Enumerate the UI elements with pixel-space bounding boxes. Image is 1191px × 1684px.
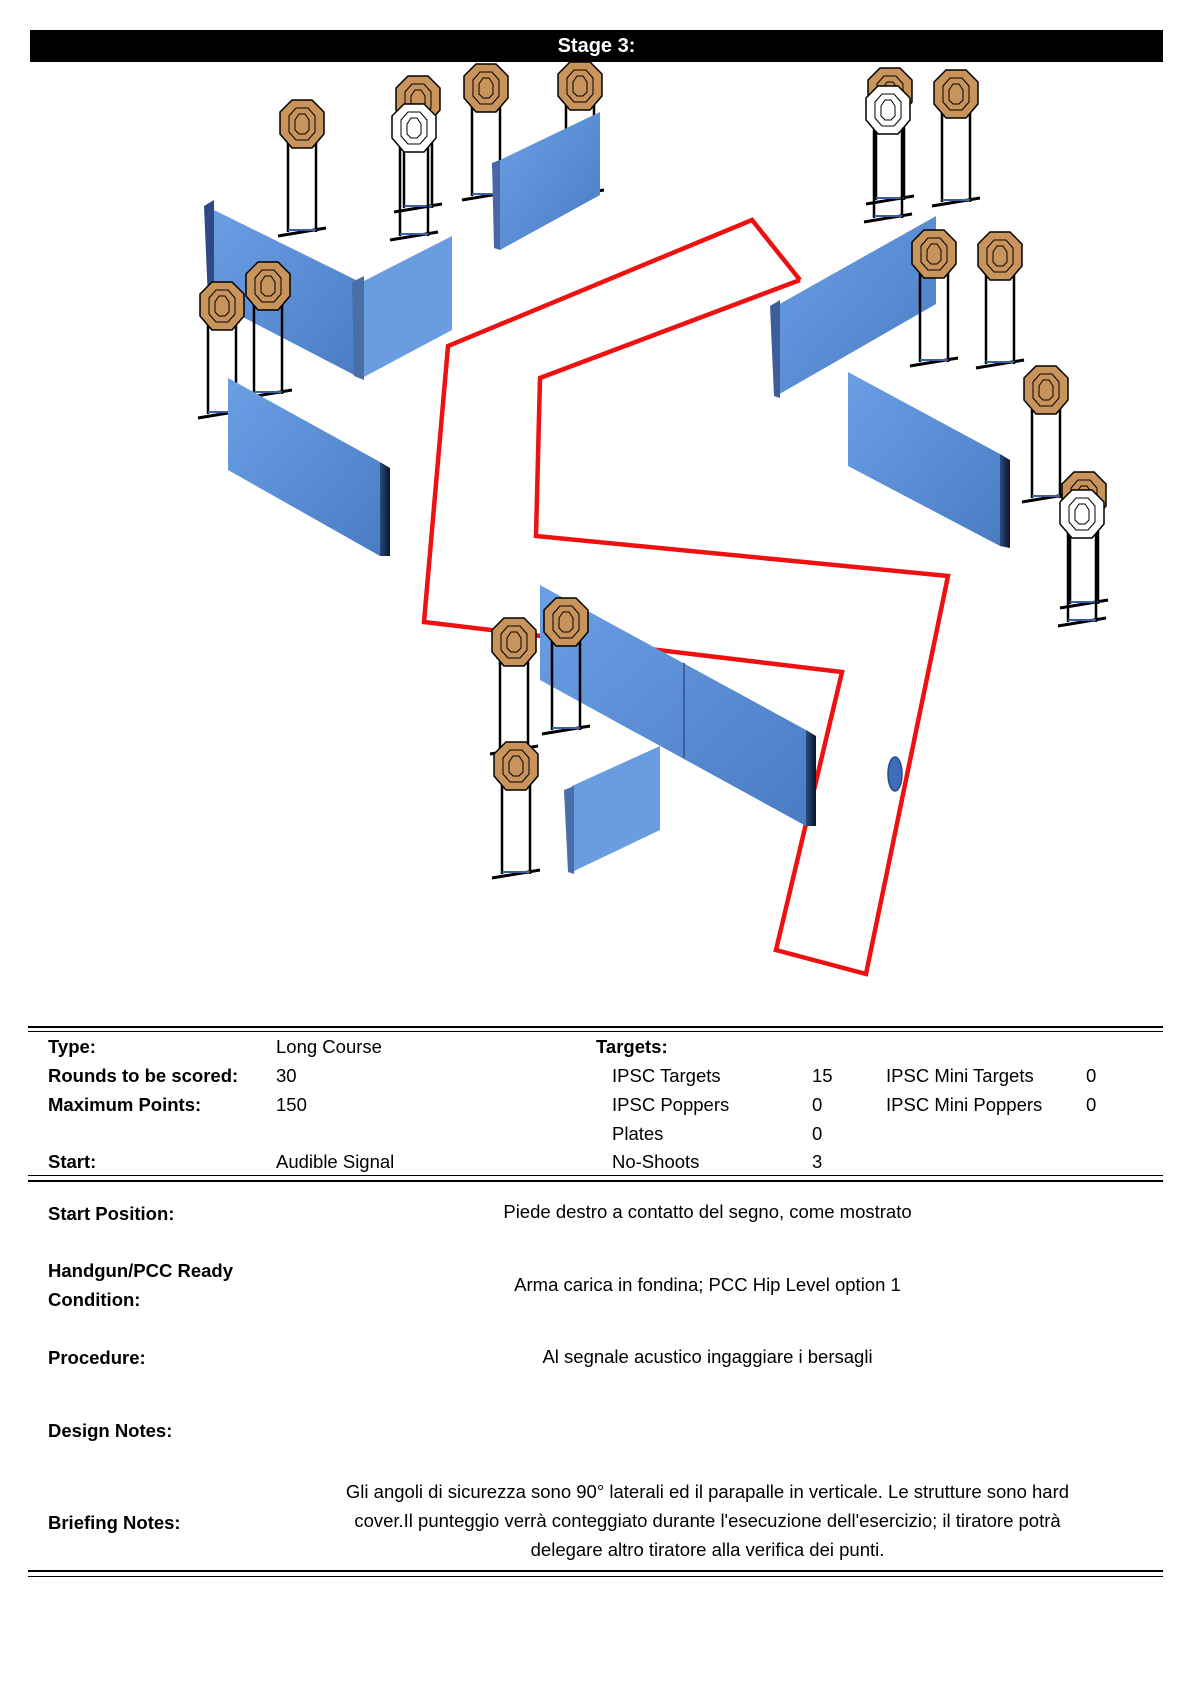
briefing-notes-line2: cover.Il punteggio verrà conteggiato durante l'esecuzione dell'esercizio; il tiratore potrà — [354, 1510, 1061, 1531]
ipsc-target — [490, 618, 538, 754]
start-value: Audible Signal — [276, 1151, 395, 1172]
barricade-wall — [572, 746, 660, 872]
start-position-label: Start Position: — [48, 1203, 175, 1224]
plates-value: 0 — [812, 1123, 823, 1144]
ipsc-targets-value: 15 — [812, 1065, 833, 1086]
ipsc-target — [1022, 366, 1070, 502]
ipsc-target — [932, 70, 980, 206]
procedure-value: Al segnale acustico ingaggiare i bersagli — [542, 1346, 873, 1367]
barricade-wall — [848, 372, 1000, 546]
ipsc-target — [976, 232, 1024, 368]
plates-label: Plates — [612, 1123, 664, 1144]
ready-condition-value: Arma carica in fondina; PCC Hip Level option 1 — [514, 1274, 901, 1295]
stage-title: Stage 3: — [30, 30, 1163, 62]
briefing-notes-line3: delegare altro tiratore alla verifica dei punti. — [530, 1539, 885, 1560]
ready-condition-label-line1: Handgun/PCC Ready — [48, 1260, 234, 1281]
ipsc-target — [492, 742, 540, 878]
barricade-wall — [500, 112, 600, 250]
mini-poppers-value: 0 — [1086, 1094, 1097, 1115]
briefing-notes-line1: Gli angoli di sicurezza sono 90° laterali ed il parapalle in verticale. Le strutture sono hard — [345, 1481, 1070, 1502]
max-points-label: Maximum Points: — [48, 1094, 202, 1115]
barricade-wall — [362, 236, 452, 378]
design-notes-label: Design Notes: — [48, 1420, 173, 1441]
no-shoots-value: 3 — [812, 1151, 823, 1172]
procedure-label: Procedure: — [48, 1347, 146, 1368]
ready-condition-label-line2: Condition: — [48, 1289, 141, 1310]
mini-poppers-label: IPSC Mini Poppers — [886, 1094, 1043, 1115]
start-label: Start: — [48, 1151, 97, 1172]
briefing-notes-label: Briefing Notes: — [48, 1512, 181, 1533]
start-position-marker — [888, 757, 902, 791]
mini-targets-label: IPSC Mini Targets — [886, 1065, 1034, 1086]
ipsc-poppers-value: 0 — [812, 1094, 823, 1115]
rounds-value: 30 — [276, 1065, 297, 1086]
stage-diagram — [0, 62, 1191, 982]
type-value: Long Course — [276, 1036, 382, 1057]
max-points-value: 150 — [276, 1094, 307, 1115]
type-label: Type: — [48, 1036, 96, 1057]
ipsc-targets-label: IPSC Targets — [612, 1065, 721, 1086]
barricade-wall — [228, 378, 380, 556]
rounds-label: Rounds to be scored: — [48, 1065, 239, 1086]
mini-targets-value: 0 — [1086, 1065, 1097, 1086]
ipsc-poppers-label: IPSC Poppers — [612, 1094, 730, 1115]
ipsc-target — [278, 100, 326, 236]
targets-heading: Targets: — [596, 1036, 668, 1057]
start-position-value: Piede destro a contatto del segno, come mostrato — [503, 1201, 912, 1222]
no-shoots-label: No-Shoots — [612, 1151, 700, 1172]
